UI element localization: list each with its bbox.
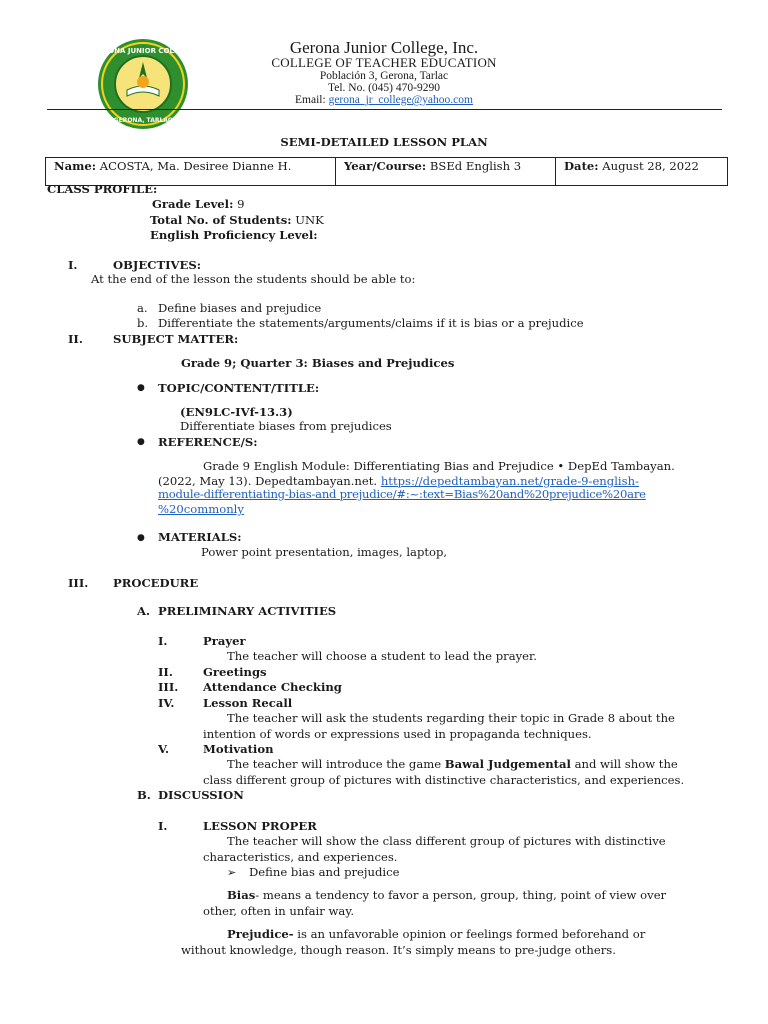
- department-name: COLLEGE OF TEACHER EDUCATION: [271, 55, 497, 70]
- class-profile-heading: CLASS PROFILE:: [47, 182, 158, 196]
- procedure-number: III.: [68, 576, 89, 590]
- lesson-plan-title: SEMI-DETAILED LESSON PLAN: [280, 135, 488, 149]
- materials-heading: MATERIALS:: [158, 530, 242, 544]
- grade-level-line: Grade Level: 9: [152, 197, 245, 211]
- subject-number: II.: [68, 332, 83, 346]
- greetings-number: II.: [158, 665, 173, 679]
- prejudice-definition-2: without knowledge, though reason. It’s simply means to pre-judge others.: [181, 943, 616, 957]
- reference-link-cont[interactable]: module-differentiating-bias-and prejudice/#:~:text=Bias%20and%20prejudice%20are: [158, 487, 646, 501]
- objective-a-letter: a.: [137, 301, 148, 315]
- year-course-cell: Year/Course: BSEd English 3: [336, 158, 556, 186]
- attendance-heading: Attendance Checking: [203, 680, 342, 694]
- bullet-icon: ●: [137, 437, 145, 447]
- objective-a: Define biases and prejudice: [158, 301, 322, 315]
- svg-text:GERONA JUNIOR COLLEGE: GERONA JUNIOR COLLEGE: [97, 47, 189, 55]
- materials-text: Power point presentation, images, laptop,: [201, 545, 448, 559]
- motivation-text-1: The teacher will introduce the game Bawal Judgemental and will show the: [227, 757, 678, 771]
- preliminary-heading: PRELIMINARY ACTIVITIES: [158, 604, 337, 618]
- motivation-text-2: class different group of pictures with distinctive characteristics, and experiences.: [203, 773, 685, 787]
- procedure-heading: PROCEDURE: [113, 576, 199, 590]
- total-students-line: Total No. of Students: UNK: [150, 213, 324, 227]
- college-name: Gerona Junior College, Inc.: [289, 38, 479, 57]
- bullet-icon: ●: [137, 383, 145, 393]
- objectives-heading: OBJECTIVES:: [113, 258, 201, 272]
- header-divider: [47, 109, 722, 110]
- recall-number: IV.: [158, 696, 175, 710]
- lesson-proper-heading: LESSON PROPER: [203, 819, 317, 833]
- recall-text-2: intention of words or expressions used in propaganda techniques.: [203, 727, 592, 741]
- college-telephone: Tel. No. (045) 470-9290: [328, 82, 440, 94]
- proficiency-line: English Proficiency Level:: [150, 228, 318, 242]
- reference-line-2: (2022, May 13). Depedtambayan.net. https://depedtambayan.net/grade-9-english-: [158, 474, 639, 488]
- prayer-heading: Prayer: [203, 634, 246, 648]
- name-cell: Name: ACOSTA, Ma. Desiree Dianne H.: [46, 158, 336, 186]
- reference-link[interactable]: https://depedtambayan.net/grade-9-english-: [380, 474, 639, 488]
- greetings-heading: Greetings: [203, 665, 267, 679]
- arrow-bullet-icon: ➢: [227, 866, 237, 879]
- prayer-text: The teacher will choose a student to lead the prayer.: [227, 649, 537, 663]
- attendance-number: III.: [158, 680, 179, 694]
- motivation-heading: Motivation: [203, 742, 274, 756]
- reference-heading: REFERENCE/S:: [158, 435, 258, 449]
- college-address: Población 3, Gerona, Tarlac: [319, 70, 449, 82]
- svg-text:GERONA, TARLAC: GERONA, TARLAC: [113, 117, 173, 124]
- define-item: Define bias and prejudice: [249, 865, 400, 879]
- recall-text-1: The teacher will ask the students regarding their topic in Grade 8 about the: [227, 711, 675, 725]
- objectives-intro: At the end of the lesson the students should be able to:: [91, 272, 416, 286]
- topic-heading: TOPIC/CONTENT/TITLE:: [158, 381, 320, 395]
- topic-text: Differentiate biases from prejudices: [180, 419, 392, 433]
- motivation-number: V.: [158, 742, 170, 756]
- lesson-text-2: characteristics, and experiences.: [203, 850, 398, 864]
- bullet-icon: ●: [137, 533, 145, 543]
- grade-quarter-line: Grade 9; Quarter 3: Biases and Prejudices: [181, 356, 455, 370]
- objectives-number: I.: [68, 258, 78, 272]
- prejudice-definition-1: Prejudice- is an unfavorable opinion or feelings formed beforehand or: [227, 927, 646, 941]
- bias-definition-2: other, often in unfair way.: [203, 904, 355, 918]
- email-link[interactable]: gerona_jr_college@yahoo.com: [328, 94, 473, 106]
- reference-line-1: Grade 9 English Module: Differentiating Bias and Prejudice • DepEd Tambayan.: [203, 459, 675, 473]
- recall-heading: Lesson Recall: [203, 696, 293, 710]
- lesson-proper-number: I.: [158, 819, 168, 833]
- discussion-heading: DISCUSSION: [158, 788, 244, 802]
- objective-b: Differentiate the statements/arguments/claims if it is bias or a prejudice: [158, 316, 584, 330]
- objective-b-letter: b.: [137, 316, 149, 330]
- college-email-line: [0, 94, 768, 106]
- section-b-letter: B.: [137, 788, 151, 802]
- subject-heading: SUBJECT MATTER:: [113, 332, 239, 346]
- bias-definition-1: Bias- means a tendency to favor a person, group, thing, point of view over: [227, 888, 667, 902]
- date-cell: Date: August 28, 2022: [556, 158, 728, 186]
- lesson-text-1: The teacher will show the class different group of pictures with distinctive: [227, 834, 666, 848]
- prayer-number: I.: [158, 634, 168, 648]
- reference-link-end[interactable]: %20commonly: [158, 502, 244, 516]
- section-a-letter: A.: [137, 604, 151, 618]
- competency-code: (EN9LC-IVf-13.3): [180, 405, 293, 419]
- email-label: Email:: [295, 94, 326, 106]
